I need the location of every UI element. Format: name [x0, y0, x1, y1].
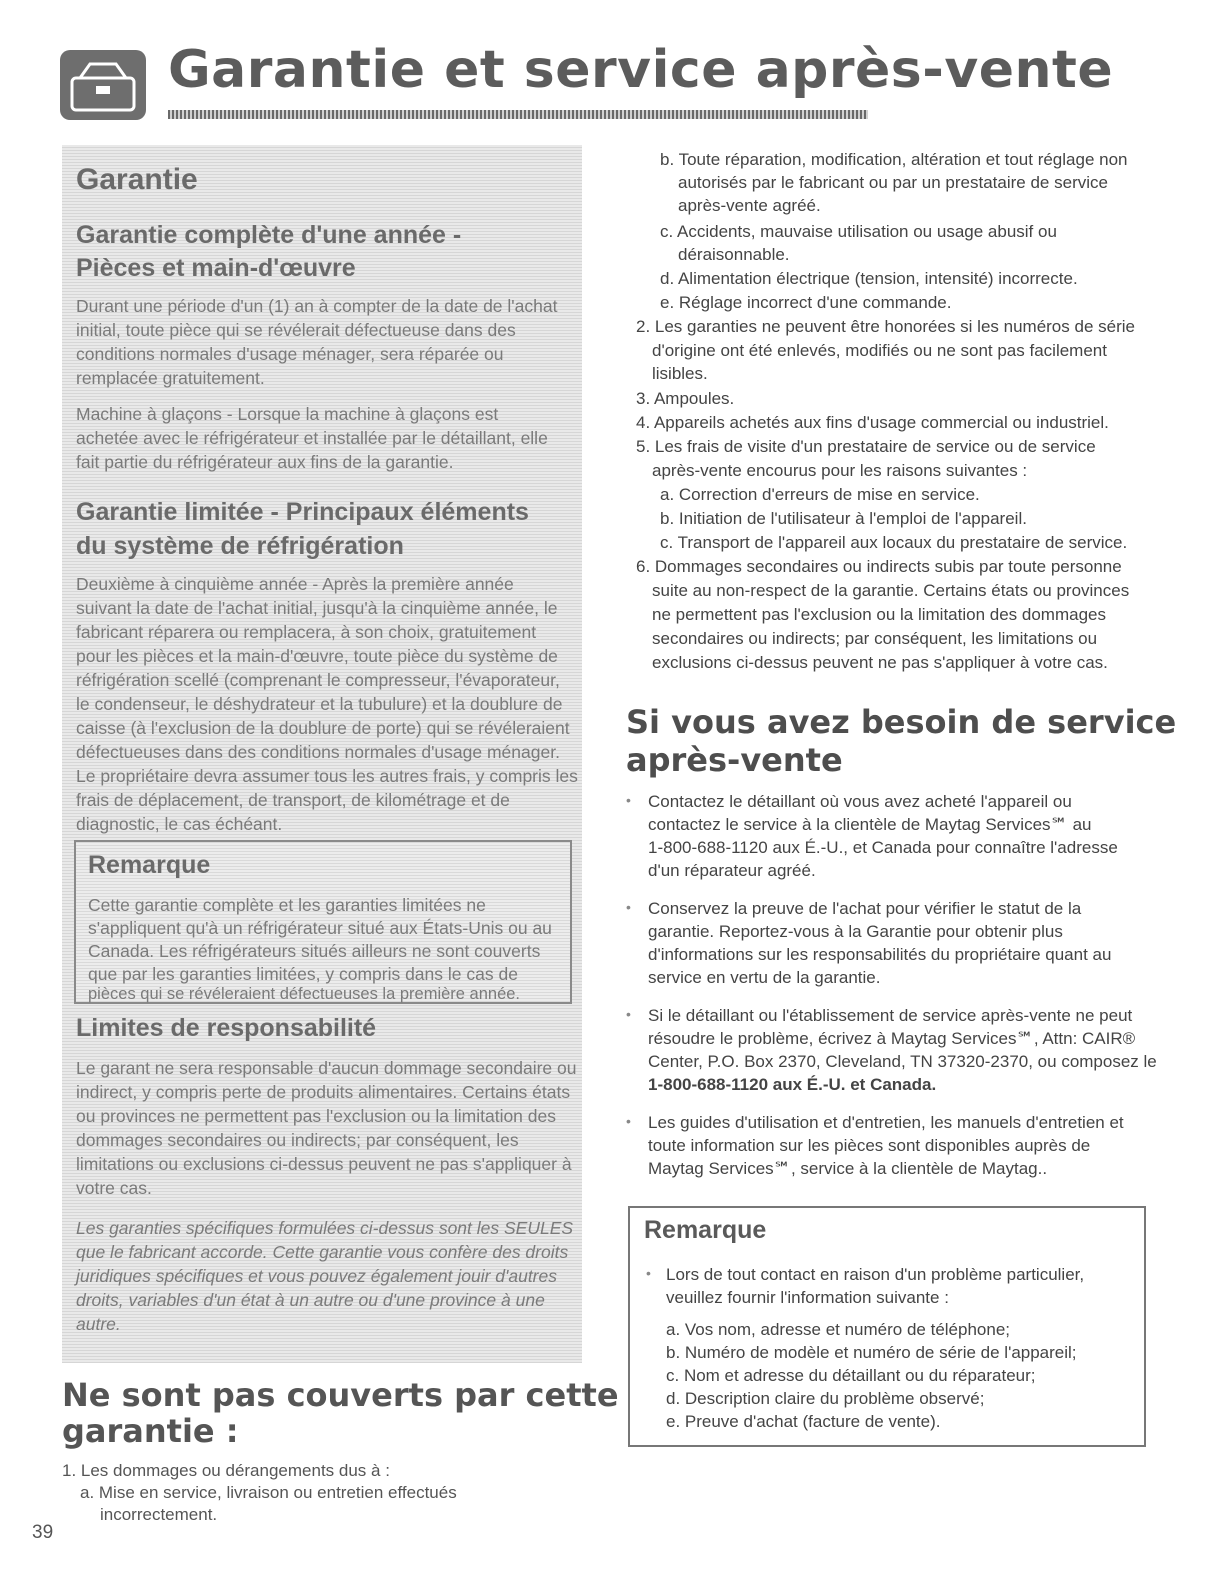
text-line: indirect, y compris perte de produits alimentaires. Certains états	[76, 1082, 571, 1102]
liability-heading: Limites de responsabilité	[76, 1014, 377, 1042]
list-line: déraisonnable.	[678, 245, 790, 264]
text-line: c. Nom et adresse du détaillant ou du réparateur;	[666, 1366, 1036, 1385]
warranty-heading: Garantie	[76, 163, 198, 196]
text-line: autre.	[76, 1314, 121, 1334]
list-line: a. Correction d'erreurs de mise en service.	[660, 485, 980, 504]
text-line: diagnostic, le cas échéant.	[76, 814, 283, 834]
bullet-icon: •	[646, 1265, 651, 1281]
note-heading: Remarque	[88, 851, 211, 879]
text-line: réfrigération scellé (comprenant le compresseur, l'évaporateur,	[76, 670, 560, 690]
limited-warranty-heading-line2: du système de réfrigération	[76, 532, 404, 560]
text-line: ou provinces ne permettent pas l'exclusion ou la limitation des	[76, 1106, 556, 1126]
full-warranty-heading-line1: Garantie complète d'une année -	[76, 221, 462, 249]
limited-warranty-heading-line1: Garantie limitée - Principaux éléments	[76, 498, 529, 526]
text-line: fait partie du réfrigérateur aux fins de la garantie.	[76, 452, 454, 472]
text-line: Canada. Les réfrigérateurs situés ailleurs ne sont couverts	[88, 941, 541, 961]
text-line: le condenseur, le déshydrateur et la tubulure) et la doublure de	[76, 694, 563, 714]
bullet-icon: •	[626, 792, 631, 808]
title-underline	[168, 110, 868, 119]
page-number: 39	[32, 1522, 54, 1543]
list-line: suite au non-respect de la garantie. Certains états ou provinces	[652, 581, 1130, 600]
text-line: suivant la date de l'achat initial, jusqu'à la cinquième année, le	[76, 598, 558, 618]
bullet-icon: •	[626, 1006, 631, 1022]
text-line: fabricant réparera ou remplacera, à son choix, gratuitement	[76, 622, 537, 642]
service-heading	[626, 703, 1176, 779]
text-line: Conservez la preuve de l'achat pour vérifier le statut de la	[648, 899, 1082, 918]
service-heading-line2: après-vente	[626, 741, 843, 779]
text-line: d. Description claire du problème observé;	[666, 1389, 985, 1408]
text-line: Cette garantie complète et les garanties limitées ne	[88, 895, 486, 915]
text-line: initial, toute pièce qui se révélerait défectueuse dans des	[76, 320, 516, 340]
text-line: Contactez le détaillant où vous avez acheté l'appareil ou	[648, 792, 1072, 811]
text-line: service en vertu de la garantie.	[648, 968, 881, 987]
text-line: Maytag Services℠, service à la clientèle de Maytag..	[648, 1159, 1048, 1178]
text-line: conditions normales d'usage ménager, sera réparée ou	[76, 344, 504, 364]
text-line: Si le détaillant ou l'établissement de service après-vente ne peut	[648, 1006, 1133, 1025]
text-line: contactez le service à la clientèle de Maytag Services℠ au	[648, 815, 1092, 834]
text-line: juridiques spécifiques et vous pouvez également jouir d'autres	[76, 1266, 557, 1286]
list-line: e. Réglage incorrect d'une commande.	[660, 293, 952, 312]
text-line: b. Numéro de modèle et numéro de série de l'appareil;	[666, 1343, 1077, 1362]
service-note-box	[628, 1206, 1146, 1447]
phone-number-text: 1-800-688-1120 aux É.-U. et Canada.	[648, 1075, 937, 1094]
text-line: Le propriétaire devra assumer tous les autres frais, y compris les	[76, 766, 578, 786]
text-line: votre cas.	[76, 1178, 152, 1198]
list-line: b. Initiation de l'utilisateur à l'emploi de l'appareil.	[660, 509, 1027, 528]
text-line: Durant une période d'un (1) an à compter de la date de l'achat	[76, 296, 558, 316]
list-line: 5. Les frais de visite d'un prestataire de service ou de service	[636, 437, 1096, 456]
text-line: garantie. Reportez-vous à la Garantie pour obtenir plus	[648, 922, 1063, 941]
list-line: secondaires ou indirects; par conséquent, les limitations ou	[652, 629, 1098, 648]
text-line: droits, variables d'un état à un autre ou d'une province à une	[76, 1290, 545, 1310]
text-line: remplacée gratuitement.	[76, 368, 265, 388]
text-line: s'appliquent qu'à un réfrigérateur situé aux États-Unis ou au	[88, 918, 552, 938]
text-line: pour les pièces et la main-d'œuvre, toute pièce du système de	[76, 646, 558, 666]
not-covered-item-1: 1. Les dommages ou dérangements dus à :	[62, 1461, 390, 1480]
text-line: a. Vos nom, adresse et numéro de téléphone;	[666, 1320, 1011, 1339]
list-line: 6. Dommages secondaires ou indirects subis par toute personne	[636, 557, 1122, 576]
text-line: défectueuses dans des conditions normales d'usage ménager.	[76, 742, 560, 762]
list-line: 3. Ampoules.	[636, 389, 735, 408]
list-line: après-vente encourus pour les raisons suivantes :	[652, 461, 1028, 480]
text-line: dommages secondaires ou indirects; par conséquent, les	[76, 1130, 519, 1150]
page-header	[60, 40, 1114, 120]
text-line: d'informations sur les responsabilités du propriétaire quant au	[648, 945, 1112, 964]
not-covered-heading-line2: garantie :	[62, 1412, 239, 1450]
list-line: 2. Les garanties ne peuvent être honorées si les numéros de série	[636, 317, 1135, 336]
not-covered-item-1a-cont: incorrectement.	[100, 1505, 218, 1524]
full-warranty-heading-line2: Pièces et main-d'œuvre	[76, 254, 356, 282]
text-line: caisse (à l'exclusion de la doublure de porte) qui se révéleraient	[76, 718, 570, 738]
bullet-icon: •	[626, 1113, 631, 1129]
list-line: 4. Appareils achetés aux fins d'usage commercial ou industriel.	[636, 413, 1109, 432]
text-line: que par les garanties limitées, y compris dans le cas de	[88, 964, 518, 984]
text-line: Deuxième à cinquième année - Après la première année	[76, 574, 514, 594]
warranty-note-box	[74, 840, 572, 1004]
text-line: Lors de tout contact en raison d'un problème particulier,	[666, 1265, 1085, 1284]
list-line: c. Transport de l'appareil aux locaux du prestataire de service.	[660, 533, 1128, 552]
not-covered-heading-line1: Ne sont pas couverts par cette	[62, 1376, 619, 1414]
text-line: d'un réparateur agréé.	[648, 861, 816, 880]
list-line: ne permettent pas l'exclusion ou la limitation des dommages	[652, 605, 1106, 624]
service-heading-line1: Si vous avez besoin de service	[626, 703, 1177, 741]
warranty-panel	[62, 145, 582, 1363]
bullet-icon: •	[626, 899, 631, 915]
list-line: autorisés par le fabricant ou par un prestataire de service	[678, 173, 1108, 192]
page-title: Garantie et service après-vente	[168, 40, 1114, 100]
text-line: e. Preuve d'achat (facture de vente).	[666, 1412, 941, 1431]
text-line: résoudre le problème, écrivez à Maytag Services℠, Attn: CAIR®	[648, 1029, 1136, 1048]
text-line: frais de déplacement, de transport, de kilométrage et de	[76, 790, 510, 810]
list-line: b. Toute réparation, modification, altération et tout réglage non	[660, 150, 1128, 169]
text-line: Machine à glaçons - Lorsque la machine à glaçons est	[76, 404, 499, 424]
text-line: Les guides d'utilisation et d'entretien, les manuels d'entretien et	[648, 1113, 1124, 1132]
text-line: limitations ou exclusions ci-dessus peuvent ne pas s'appliquer à	[76, 1154, 572, 1174]
text-line: 1-800-688-1120 aux É.-U., et Canada pour connaître l'adresse	[648, 838, 1118, 857]
text-line: pièces qui se révéleraient défectueuses la première année.	[88, 985, 521, 1003]
text-line: que le fabricant accorde. Cette garantie vous confère des droits	[76, 1242, 569, 1262]
text-line: Center, P.O. Box 2370, Cleveland, TN 37320-2370, ou composez le	[648, 1052, 1157, 1071]
note-heading: Remarque	[644, 1216, 767, 1244]
toolbox-icon	[60, 50, 146, 120]
not-covered-heading	[62, 1377, 619, 1449]
list-line: exclusions ci-dessus peuvent ne pas s'appliquer à votre cas.	[652, 653, 1108, 672]
text-line: achetée avec le réfrigérateur et installée par le détaillant, elle	[76, 428, 548, 448]
text-line: Les garanties spécifiques formulées ci-dessus sont les SEULES	[76, 1218, 574, 1238]
list-line: c. Accidents, mauvaise utilisation ou usage abusif ou	[660, 222, 1057, 241]
list-line: d'origine ont été enlevés, modifiés ou ne sont pas facilement	[652, 341, 1107, 360]
text-line: toute information sur les pièces sont disponibles auprès de	[648, 1136, 1091, 1155]
list-line: d. Alimentation électrique (tension, intensité) incorrecte.	[660, 269, 1078, 288]
list-line: lisibles.	[652, 364, 708, 383]
text-line: Le garant ne sera responsable d'aucun dommage secondaire ou	[76, 1058, 577, 1078]
list-line: après-vente agréé.	[678, 196, 821, 215]
text-line: veuillez fournir l'information suivante :	[666, 1288, 949, 1307]
not-covered-item-1a: a. Mise en service, livraison ou entretien effectués	[80, 1483, 457, 1502]
